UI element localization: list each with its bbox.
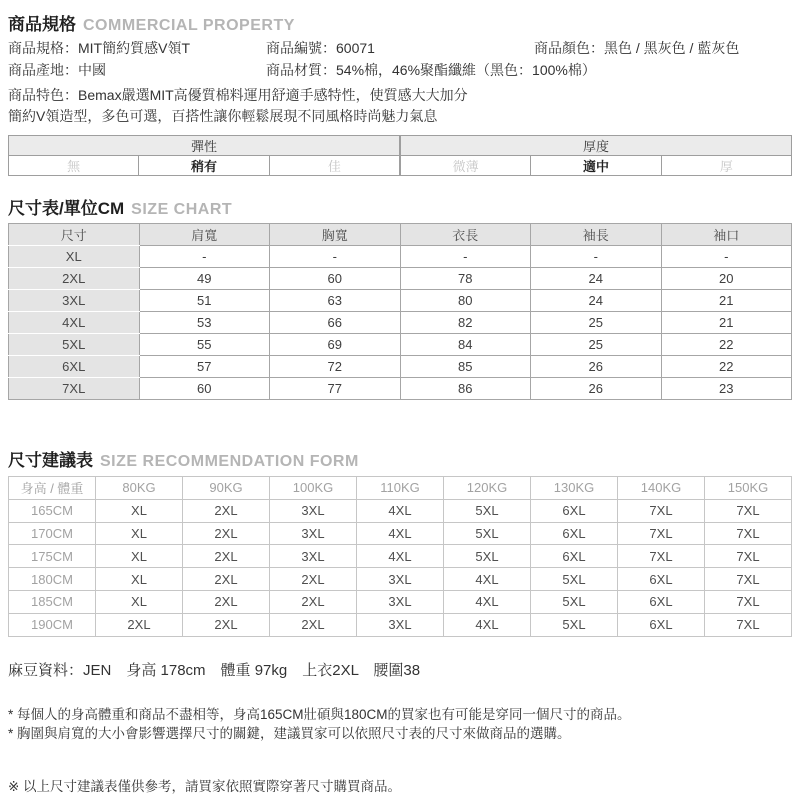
column-header: 90KG: [183, 477, 270, 500]
table-cell: 7XL: [618, 522, 705, 545]
table-row: [9, 268, 792, 290]
table-cell: 26: [531, 356, 662, 378]
table-cell: 2XL: [270, 613, 357, 636]
table-cell: 2XL: [96, 613, 183, 636]
table-row: [9, 378, 792, 400]
table-cell: 60: [270, 268, 401, 290]
table-cell: 6XL: [618, 568, 705, 591]
column-header: 100KG: [270, 477, 357, 500]
table-cell: 6XL: [531, 499, 618, 522]
product-origin: 商品產地：中國: [8, 62, 106, 78]
elasticity-table: [8, 135, 400, 176]
scale-options-row: [9, 156, 400, 176]
table-cell: 77: [270, 378, 401, 400]
table-cell: XL: [96, 590, 183, 613]
column-header: 130KG: [531, 477, 618, 500]
table-cell: XL: [96, 499, 183, 522]
table-cell: 78: [400, 268, 531, 290]
row-header: 175CM: [9, 545, 96, 568]
section-subtitle: SIZE CHART: [131, 201, 233, 218]
product-code: 商品編號：60071: [266, 40, 375, 56]
table-cell: 2XL: [270, 568, 357, 591]
column-header: 80KG: [96, 477, 183, 500]
table-cell: 6XL: [531, 522, 618, 545]
section-subtitle: COMMERCIAL PROPERTY: [83, 17, 295, 34]
table-cell: 2XL: [270, 590, 357, 613]
table-cell: -: [400, 246, 531, 268]
table-cell: 5XL: [444, 522, 531, 545]
table-cell: 7XL: [705, 499, 792, 522]
table-cell: 22: [661, 356, 792, 378]
table-cell: 51: [139, 290, 270, 312]
row-header: 185CM: [9, 590, 96, 613]
table-cell: 3XL: [270, 499, 357, 522]
row-header: 180CM: [9, 568, 96, 591]
row-header: 5XL: [9, 334, 140, 356]
table-cell: 66: [270, 312, 401, 334]
table-row: [9, 545, 792, 568]
scale-option: 厚: [661, 156, 791, 176]
table-cell: 7XL: [705, 613, 792, 636]
scale-option: 無: [9, 156, 139, 176]
table-cell: 22: [661, 334, 792, 356]
table-cell: 53: [139, 312, 270, 334]
table-cell: 5XL: [444, 499, 531, 522]
table-cell: 7XL: [705, 590, 792, 613]
product-spec: 商品規格：MIT簡約質感V領T: [8, 40, 190, 56]
section-title: 尺寸表/單位CM: [8, 199, 125, 218]
table-cell: 7XL: [705, 545, 792, 568]
table-cell: 3XL: [357, 568, 444, 591]
model-info: 麻豆資料：JEN 身高 178cm 體重 97kg 上衣2XL 腰圍38: [8, 661, 421, 679]
table-cell: 69: [270, 334, 401, 356]
table-cell: 4XL: [357, 499, 444, 522]
table-cell: 2XL: [183, 568, 270, 591]
row-header: 165CM: [9, 499, 96, 522]
table-cell: 4XL: [357, 545, 444, 568]
table-row: [9, 499, 792, 522]
table-cell: 55: [139, 334, 270, 356]
row-header: 7XL: [9, 378, 140, 400]
table-row: [9, 590, 792, 613]
thickness-table: [400, 135, 792, 176]
product-material: 商品材質：54%棉，46%聚酯纖維（黑色：100%棉）: [266, 62, 596, 78]
product-features: [8, 85, 792, 127]
table-cell: XL: [96, 568, 183, 591]
table-cell: 3XL: [270, 545, 357, 568]
scale-option: 適中: [531, 156, 661, 176]
column-header: 袖長: [531, 224, 662, 246]
size-notes: [8, 705, 792, 743]
column-header: 140KG: [618, 477, 705, 500]
table-cell: 7XL: [618, 499, 705, 522]
row-header: 2XL: [9, 268, 140, 290]
column-header: 身高 / 體重: [9, 477, 96, 500]
row-header: 6XL: [9, 356, 140, 378]
table-cell: 5XL: [444, 545, 531, 568]
note-line: * 每個人的身高體重和商品不盡相等，身高165CM壯碩與180CM的買家也有可能是穿同一個尺寸的商品。: [8, 706, 631, 722]
scale-header-row: [9, 136, 400, 156]
row-header: 4XL: [9, 312, 140, 334]
table-cell: 2XL: [183, 545, 270, 568]
table-row: [9, 568, 792, 591]
row-header: 170CM: [9, 522, 96, 545]
size-recommendation-table: [8, 476, 792, 637]
row-header: 3XL: [9, 290, 140, 312]
table-cell: 4XL: [444, 568, 531, 591]
table-cell: 25: [531, 312, 662, 334]
table-row: [9, 246, 792, 268]
table-cell: 2XL: [183, 522, 270, 545]
table-cell: XL: [96, 545, 183, 568]
section-title: 尺寸建議表: [8, 451, 93, 470]
table-cell: 85: [400, 356, 531, 378]
scale-option: 微薄: [401, 156, 531, 176]
table-cell: 63: [270, 290, 401, 312]
table-cell: 21: [661, 312, 792, 334]
scale-header: 彈性: [9, 136, 400, 156]
table-cell: 60: [139, 378, 270, 400]
table-cell: 57: [139, 356, 270, 378]
table-cell: 5XL: [531, 568, 618, 591]
table-cell: -: [139, 246, 270, 268]
header-row: [9, 477, 792, 500]
scale-option: 稍有: [139, 156, 269, 176]
section-title: 商品規格: [8, 15, 76, 34]
table-cell: 20: [661, 268, 792, 290]
size-chart-table: [8, 223, 792, 400]
scale-header: 厚度: [401, 136, 792, 156]
table-cell: 3XL: [270, 522, 357, 545]
size-chart-section: [8, 194, 792, 400]
commercial-property-heading: [8, 10, 792, 34]
property-scales: [8, 135, 792, 176]
table-cell: 24: [531, 290, 662, 312]
column-header: 120KG: [444, 477, 531, 500]
column-header: 肩寬: [139, 224, 270, 246]
size-recommendation-section: [8, 446, 792, 637]
scale-option: 佳: [269, 156, 399, 176]
table-row: [9, 312, 792, 334]
column-header: 尺寸: [9, 224, 140, 246]
table-cell: 5XL: [531, 590, 618, 613]
product-info: [8, 37, 792, 81]
table-cell: 6XL: [531, 545, 618, 568]
header-row: [9, 224, 792, 246]
table-cell: 2XL: [183, 499, 270, 522]
column-header: 胸寬: [270, 224, 401, 246]
table-cell: 2XL: [183, 590, 270, 613]
table-cell: 7XL: [705, 568, 792, 591]
table-cell: 4XL: [357, 522, 444, 545]
section-subtitle: SIZE RECOMMENDATION FORM: [100, 453, 359, 470]
note-line: * 胸圍與肩寬的大小會影響選擇尺寸的關鍵，建議買家可以依照尺寸表的尺寸來做商品的選購。: [8, 725, 571, 741]
table-cell: XL: [96, 522, 183, 545]
table-cell: 86: [400, 378, 531, 400]
table-cell: 24: [531, 268, 662, 290]
row-header: XL: [9, 246, 140, 268]
column-header: 110KG: [357, 477, 444, 500]
table-cell: -: [531, 246, 662, 268]
column-header: 150KG: [705, 477, 792, 500]
column-header: 袖口: [661, 224, 792, 246]
table-cell: 23: [661, 378, 792, 400]
scale-header-row: [401, 136, 792, 156]
table-cell: 6XL: [618, 613, 705, 636]
product-color: 商品顏色：黑色 / 黑灰色 / 藍灰色: [534, 40, 740, 56]
table-cell: 82: [400, 312, 531, 334]
table-cell: 5XL: [531, 613, 618, 636]
table-cell: 3XL: [357, 613, 444, 636]
table-cell: 49: [139, 268, 270, 290]
table-cell: -: [270, 246, 401, 268]
product-feature-line1: 商品特色：Bemax嚴選MIT高優質棉料運用舒適手感特性，使質感大大加分: [8, 87, 468, 103]
table-cell: 26: [531, 378, 662, 400]
table-cell: 4XL: [444, 613, 531, 636]
table-cell: 72: [270, 356, 401, 378]
size-recommendation-heading: [8, 446, 792, 470]
table-cell: 4XL: [444, 590, 531, 613]
scale-options-row: [401, 156, 792, 176]
table-cell: 84: [400, 334, 531, 356]
size-chart-heading: [8, 194, 792, 218]
table-row: [9, 522, 792, 545]
table-cell: 7XL: [705, 522, 792, 545]
disclaimer: ※ 以上尺寸建議表僅供參考，請買家依照實際穿著尺寸購買商品。: [8, 778, 402, 794]
table-cell: 6XL: [618, 590, 705, 613]
table-row: [9, 290, 792, 312]
table-cell: 3XL: [357, 590, 444, 613]
product-feature-line2: 簡約V領造型，多色可選，百搭性讓你輕鬆展現不同風格時尚魅力氣息: [8, 108, 438, 124]
table-cell: 80: [400, 290, 531, 312]
table-row: [9, 356, 792, 378]
table-cell: 25: [531, 334, 662, 356]
table-cell: -: [661, 246, 792, 268]
table-row: [9, 334, 792, 356]
row-header: 190CM: [9, 613, 96, 636]
table-cell: 7XL: [618, 545, 705, 568]
table-cell: 21: [661, 290, 792, 312]
column-header: 衣長: [400, 224, 531, 246]
table-cell: 2XL: [183, 613, 270, 636]
table-row: [9, 613, 792, 636]
